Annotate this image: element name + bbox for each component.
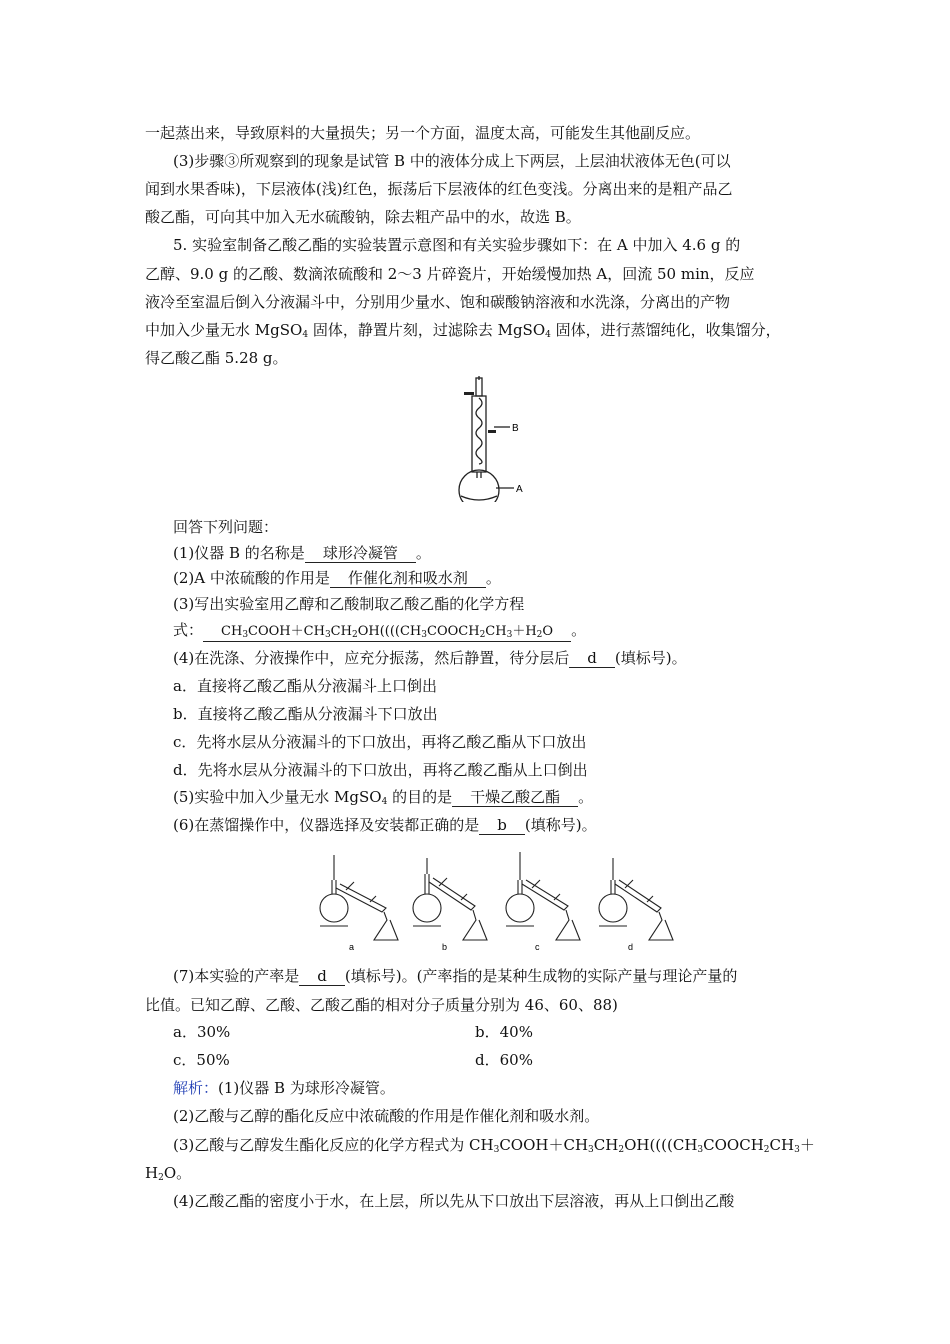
answer-6: b: [479, 816, 525, 835]
text-run: (7)本实验的产率是: [173, 967, 300, 985]
distillation-setups-figure: [312, 850, 697, 955]
label-b: b: [442, 942, 448, 952]
setup-c: [506, 852, 580, 940]
question-line: [145, 320, 781, 340]
analysis-3-line2: $H_2O$。: [145, 1164, 192, 1183]
subscript: 4: [545, 330, 551, 340]
text-run: (4)在洗涤、分液操作中，应充分振荡，然后静置，待分层后: [173, 649, 570, 667]
subscript: 4: [302, 330, 309, 340]
option-c: c．50%: [173, 1051, 230, 1069]
paragraph-line: 闻到水果香味)，下层液体(浅)红色，振荡后下层液体的红色变浅。分离出来的是粗产品乙: [145, 180, 733, 198]
option-b: b．直接将乙酸乙酯从分液漏斗下口放出: [173, 705, 438, 723]
question-3: (3)写出实验室用乙醇和乙酸制取乙酸乙酯的化学方程: [173, 595, 525, 613]
question-3-equation: [173, 620, 586, 642]
analysis-2: (2)乙酸与乙醇的酯化反应中浓硫酸的作用是作催化剂和吸水剂。: [173, 1107, 600, 1125]
paragraph-line: 酸乙酯，可向其中加入无水硫酸钠，除去粗产品中的水，故选 B。: [145, 208, 581, 226]
text-run: 式：: [173, 621, 204, 639]
question-2: [173, 568, 501, 588]
subscript: 4: [381, 797, 388, 807]
analysis-1: [173, 1078, 395, 1098]
question-intro: 回答下列问题：: [173, 518, 279, 536]
reflux-apparatus-figure: [440, 372, 550, 502]
answer-2: 作催化剂和吸水剂: [330, 569, 486, 588]
clamp-icon: [488, 430, 496, 433]
answer-7: d: [299, 967, 345, 986]
text-run: (2)A 中浓硫酸的作用是: [173, 569, 330, 587]
question-line: 得乙酸乙酯 5.28 g。: [145, 349, 288, 367]
setup-b: [413, 858, 487, 940]
text-run: 。: [578, 788, 594, 806]
text-run: (1)仪器 B 为球形冷凝管。: [218, 1079, 395, 1097]
text-run: (填标号)。: [614, 649, 687, 667]
clamp-icon: [464, 392, 474, 395]
setup-a: [320, 855, 398, 940]
answer-5: 干燥乙酸乙酯: [452, 788, 578, 807]
text-run: 。: [485, 569, 501, 587]
paragraph-line: (3)步骤③所观察到的现象是试管 B 中的液体分成上下两层，上层油状液体无色(可以: [173, 152, 731, 170]
option-d: d．60%: [475, 1051, 533, 1069]
text-run: (填称号)。: [524, 816, 597, 834]
option-a: a．30%: [173, 1023, 231, 1041]
option-d: d．先将水层从分液漏斗的下口放出，再将乙酸乙酯从上口倒出: [173, 761, 588, 779]
text-run: 。: [571, 621, 587, 639]
text-run: 固体，静置片刻，过滤除去 MgSO: [308, 321, 546, 339]
setup-d: [599, 858, 673, 940]
text-run: 的目的是: [387, 788, 453, 806]
label-b: B: [512, 423, 519, 434]
analysis-label: 解析：: [173, 1079, 219, 1097]
question-line: 液冷至室温后倒入分液漏斗中，分别用少量水、饱和碳酸钠溶液和水洗涤，分离出的产物: [145, 293, 731, 311]
question-4: [173, 648, 687, 668]
analysis-4: (4)乙酸乙酯的密度小于水，在上层，所以先从下口放出下层溶液，再从上口倒出乙酸: [173, 1192, 735, 1210]
answer-1: 球形冷凝管: [305, 544, 416, 563]
option-c: c．先将水层从分液漏斗的下口放出，再将乙酸乙酯从下口放出: [173, 733, 587, 751]
question-7: [173, 966, 737, 986]
label-d: d: [628, 942, 634, 952]
question-1: [173, 543, 431, 563]
label-a: a: [349, 942, 355, 952]
text-run: (1)仪器 B 的名称是: [173, 544, 305, 562]
text-run: (6)在蒸馏操作中，仪器选择及安装都正确的是: [173, 816, 480, 834]
question-line: 5. 实验室制备乙酸乙酯的实验装置示意图和有关实验步骤如下：在 A 中加入 4.6 g 的: [173, 236, 741, 254]
label-c: c: [535, 942, 540, 952]
paragraph-line: 一起蒸出来，导致原料的大量损失；另一个方面，温度太高，可能发生其他副反应。: [145, 124, 701, 142]
answer-3: $CH_3COOH+CH_3CH_2OH((((CH_3COOCH_2CH_3+H_2O$: [203, 623, 571, 642]
text-run: (填标号)。(产率指的是某种生成物的实际产量与理论产量的: [344, 967, 738, 985]
answer-4: d: [569, 649, 615, 668]
analysis-3: (3)乙酸与乙醇发生酯化反应的化学方程式为 $CH_3COOH+CH_3CH_2OH((((CH_3COOCH_2CH_3+$: [173, 1136, 815, 1155]
label-a: A: [516, 484, 523, 495]
question-5: [173, 787, 593, 807]
text-run: 中加入少量无水 MgSO: [145, 321, 303, 339]
text-run: 。: [415, 544, 431, 562]
option-b: b．40%: [475, 1023, 533, 1041]
option-a: a．直接将乙酸乙酯从分液漏斗上口倒出: [173, 677, 437, 695]
question-line: 乙醇、9.0 g 的乙酸、数滴浓硫酸和 2～3 片碎瓷片，开始缓慢加热 A，回流 50 min，反应: [145, 265, 755, 283]
text-run: (5)实验中加入少量无水 MgSO: [173, 788, 382, 806]
text-run: 固体，进行蒸馏纯化，收集馏分，: [550, 321, 781, 339]
question-7-line2: 比值。已知乙醇、乙酸、乙酸乙酯的相对分子质量分别为 46、60、88): [145, 996, 618, 1014]
question-6: [173, 815, 597, 835]
